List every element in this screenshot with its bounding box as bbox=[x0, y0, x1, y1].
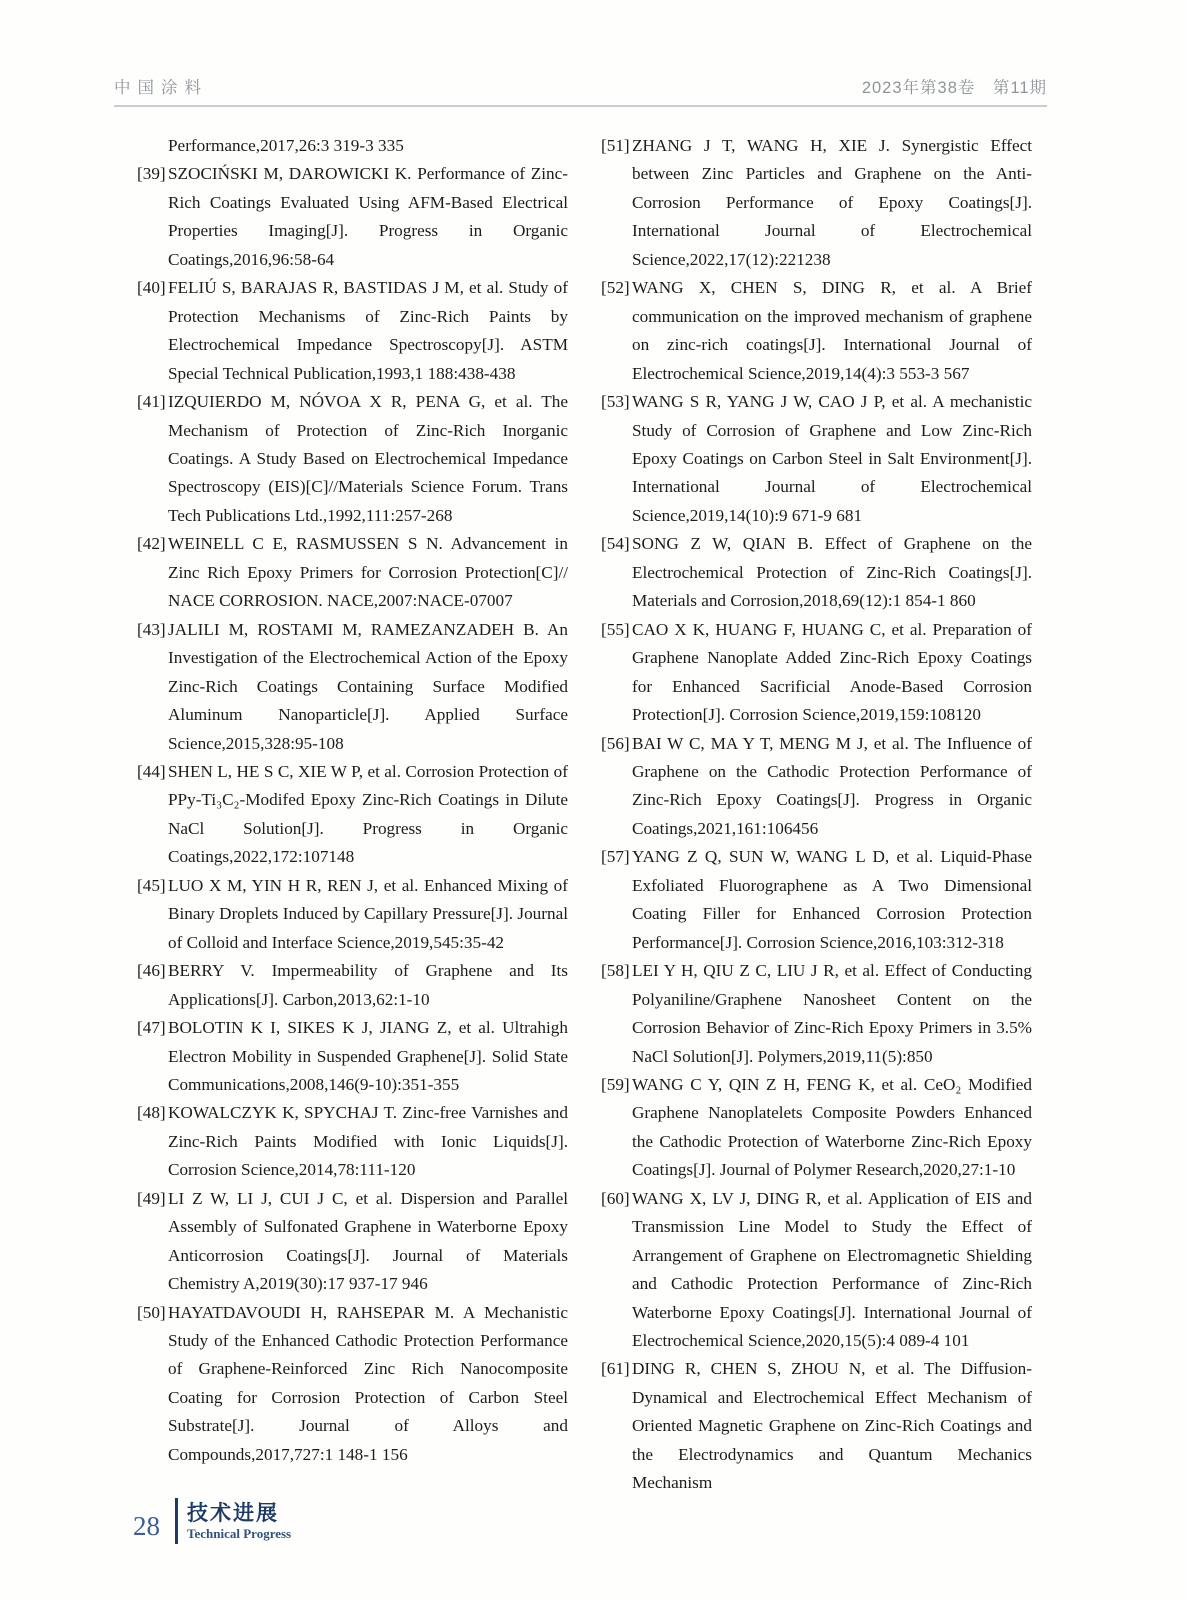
reference-text: SONG Z W, QIAN B. Effect of Graphene on the Electrochemical Protection of Zinc-Rich Coatings[J]. Materials and Corrosion,2018,69(12):1 854-1 860 bbox=[632, 534, 1032, 611]
reference-label: [59] bbox=[601, 1074, 630, 1094]
reference-text: CAO X K, HUANG F, HUANG C, et al. Preparation of Graphene Nanoplate Added Zinc-Rich Epoxy Coatings for Enhanced Sacrificial Anode-Based Corrosion Protection[J]. Corrosion Science,2019,159:108120 bbox=[632, 619, 1032, 725]
reference-item bbox=[137, 1014, 568, 1099]
reference-text: WANG C Y, QIN Z H, FENG K, et al. CeO₂ Modified Graphene Nanoplatelets Composite Powders Enhanced the Cathodic Protection of Waterborne Zinc-Rich Epoxy Coatings[J]. Journal of Polymer Research,2020,27:1-10 bbox=[632, 1074, 1032, 1180]
reference-text: ZHANG J T, WANG H, XIE J. Synergistic Effect between Zinc Particles and Graphene on the Anti-Corrosion Performance of Epoxy Coatings[J]. International Journal of Electrochemical Science,2022,17(12):221238 bbox=[632, 136, 1032, 269]
references-right-column bbox=[601, 132, 1032, 1498]
reference-label: [43] bbox=[137, 619, 166, 639]
reference-text: WANG X, CHEN S, DING R, et al. A Brief communication on the improved mechanism of graphene on zinc-rich coatings[J]. International Journal of Electrochemical Science,2019,14(4):3 553-3 567 bbox=[632, 278, 1032, 383]
reference-item bbox=[601, 274, 1032, 388]
reference-item bbox=[137, 530, 568, 615]
reference-label: [40] bbox=[137, 278, 166, 298]
reference-label: [53] bbox=[601, 392, 630, 412]
reference-label: [61] bbox=[601, 1359, 630, 1379]
reference-label: [58] bbox=[601, 961, 630, 981]
section-divider-bar bbox=[175, 1498, 178, 1544]
reference-text: KOWALCZYK K, SPYCHAJ T. Zinc-free Varnishes and Zinc-Rich Paints Modified with Ionic Liquids[J]. Corrosion Science,2014,78:111-120 bbox=[168, 1103, 568, 1180]
reference-item bbox=[601, 1071, 1032, 1185]
reference-text: LUO X M, YIN H R, REN J, et al. Enhanced Mixing of Binary Droplets Induced by Capillary Pressure[J]. Journal of Colloid and Interface Science,2019,545:35-42 bbox=[168, 875, 568, 952]
reference-item bbox=[137, 1299, 568, 1470]
reference-label: [49] bbox=[137, 1188, 166, 1208]
reference-label: [54] bbox=[601, 534, 630, 554]
reference-text: DING R, CHEN S, ZHOU N, et al. The Diffusion-Dynamical and Electrochemical Effect Mechanism of Oriented Magnetic Graphene on Zinc-Rich Coatings and the Electrodynamics and Quantum Mechanics Mechanism bbox=[632, 1359, 1032, 1493]
reference-text: HAYATDAVOUDI H, RAHSEPAR M. A Mechanistic Study of the Enhanced Cathodic Protection Performance of Graphene-Reinforced Zinc Rich Nanocomposite Coating for Corrosion Protection of Carbon Steel Substrate[J]. Journal of Alloys and Compounds,2017,727:1 148-1 156 bbox=[168, 1302, 568, 1464]
reference-text: WANG S R, YANG J W, CAO J P, et al. A mechanistic Study of Corrosion of Graphene and Low Zinc-Rich Epoxy Coatings on Carbon Steel in Salt Environment[J]. International Journal of Electrochemical Science,2019,14(10):9 671-9 681 bbox=[632, 392, 1032, 525]
reference-item bbox=[137, 1099, 568, 1184]
reference-label: [56] bbox=[601, 733, 630, 753]
section-title-en: Technical Progress bbox=[187, 1525, 292, 1541]
reference-text: IZQUIERDO M, NÓVOA X R, PENA G, et al. The Mechanism of Protection of Zinc-Rich Inorganic Coatings. A Study Based on Electrochemical Impedance Spectroscopy (EIS)[C]//Materials Science Forum. Trans Tech Publications Ltd.,1992,111:257-268 bbox=[168, 392, 568, 525]
reference-text: WANG X, LV J, DING R, et al. Application of EIS and Transmission Line Model to Study the Effect of Arrangement of Graphene on Electromagnetic Shielding and Cathodic Protection Performance of Zinc-Rich Waterborne Epoxy Coatings[J]. International Journal of Electrochemical Science,2020,15(5):4 089-4 101 bbox=[632, 1188, 1032, 1351]
reference-item bbox=[601, 1355, 1032, 1497]
reference-item bbox=[601, 957, 1032, 1071]
reference-item bbox=[601, 843, 1032, 957]
journal-name: 中国涂料 bbox=[114, 79, 208, 97]
reference-label: [45] bbox=[137, 875, 166, 895]
reference-label: [42] bbox=[137, 534, 166, 554]
reference-item bbox=[137, 274, 568, 388]
section-titles bbox=[187, 1502, 291, 1541]
references-left-column bbox=[137, 132, 568, 1469]
reference-text: FELIÚ S, BARAJAS R, BASTIDAS J M, et al. Study of Protection Mechanisms of Zinc-Rich Paints by Electrochemical Impedance Spectroscopy[J]. ASTM Special Technical Publication,1993,1 188:438-438 bbox=[168, 278, 568, 383]
reference-item bbox=[137, 132, 568, 160]
reference-item bbox=[137, 872, 568, 957]
page-number: 28 bbox=[133, 1510, 160, 1541]
reference-item bbox=[601, 730, 1032, 844]
reference-item bbox=[601, 132, 1032, 274]
reference-text: YANG Z Q, SUN W, WANG L D, et al. Liquid-Phase Exfoliated Fluorographene as A Two Dimensional Coating Filler for Enhanced Corrosion Protection Performance[J]. Corrosion Science,2016,103:312-318 bbox=[632, 847, 1032, 952]
section-title-cn: 技术进展 bbox=[187, 1501, 279, 1525]
reference-text: LEI Y H, QIU Z C, LIU J R, et al. Effect of Conducting Polyaniline/Graphene Nanosheet Content on the Corrosion Behavior of Zinc-Rich Epoxy Primers in 3.5% NaCl Solution[J]. Polymers,2019,11(5):850 bbox=[632, 961, 1032, 1066]
reference-item bbox=[137, 957, 568, 1014]
reference-text: BOLOTIN K I, SIKES K J, JIANG Z, et al. Ultrahigh Electron Mobility in Suspended Graphene[J]. Solid State Communications,2008,146(9-10):351-355 bbox=[168, 1018, 568, 1094]
reference-text: BERRY V. Impermeability of Graphene and Its Applications[J]. Carbon,2013,62:1-10 bbox=[168, 961, 568, 1009]
reference-item bbox=[137, 616, 568, 758]
reference-text: WEINELL C E, RASMUSSEN S N. Advancement in Zinc Rich Epoxy Primers for Corrosion Protection[C]// NACE CORROSION. NACE,2007:NACE-07007 bbox=[168, 534, 568, 611]
reference-label: [57] bbox=[601, 847, 630, 867]
reference-text: LI Z W, LI J, CUI J C, et al. Dispersion and Parallel Assembly of Sulfonated Graphene in Waterborne Epoxy Anticorrosion Coatings[J]. Journal of Materials Chemistry A,2019(30):17 937-17 946 bbox=[168, 1188, 568, 1294]
reference-label: [51] bbox=[601, 136, 630, 155]
reference-item bbox=[137, 160, 568, 274]
reference-item bbox=[601, 530, 1032, 615]
reference-text: Performance,2017,26:3 319-3 335 bbox=[168, 136, 404, 155]
reference-item bbox=[601, 1185, 1032, 1356]
reference-item bbox=[137, 758, 568, 872]
reference-label: [52] bbox=[601, 278, 630, 298]
page-header bbox=[114, 74, 1047, 107]
reference-label: [55] bbox=[601, 619, 630, 639]
reference-text: SZOCIŃSKI M, DAROWICKI K. Performance of Zinc-Rich Coatings Evaluated Using AFM-Based Electrical Properties Imaging[J]. Progress in Organic Coatings,2016,96:58-64 bbox=[168, 164, 568, 269]
reference-label: [46] bbox=[137, 961, 166, 981]
reference-label: [39] bbox=[137, 164, 166, 184]
reference-label: [60] bbox=[601, 1188, 630, 1208]
reference-text: BAI W C, MA Y T, MENG M J, et al. The Influence of Graphene on the Cathodic Protection Performance of Zinc-Rich Epoxy Coatings[J]. Progress in Organic Coatings,2021,161:106456 bbox=[632, 733, 1032, 838]
reference-label: [50] bbox=[137, 1302, 166, 1322]
page-footer bbox=[133, 1498, 291, 1544]
reference-label: [47] bbox=[137, 1018, 166, 1038]
reference-item bbox=[601, 388, 1032, 530]
reference-text: JALILI M, ROSTAMI M, RAMEZANZADEH B. An Investigation of the Electrochemical Action of the Epoxy Zinc-Rich Coatings Containing Surface Modified Aluminum Nanoparticle[J]. Applied Surface Science,2015,328:95-108 bbox=[168, 619, 568, 753]
reference-item bbox=[601, 616, 1032, 730]
reference-label: [48] bbox=[137, 1103, 166, 1123]
reference-text: SHEN L, HE S C, XIE W P, et al. Corrosion Protection of PPy-Ti₃C₂-Modifed Epoxy Zinc-Rich Coatings in Dilute NaCl Solution[J]. Progress in Organic Coatings,2022,172:107148 bbox=[168, 761, 568, 867]
reference-item bbox=[137, 1185, 568, 1299]
reference-item bbox=[137, 388, 568, 530]
reference-label: [44] bbox=[137, 761, 166, 781]
issue-info: 2023年第38卷 第11期 bbox=[861, 79, 1047, 97]
reference-label: [41] bbox=[137, 392, 166, 412]
